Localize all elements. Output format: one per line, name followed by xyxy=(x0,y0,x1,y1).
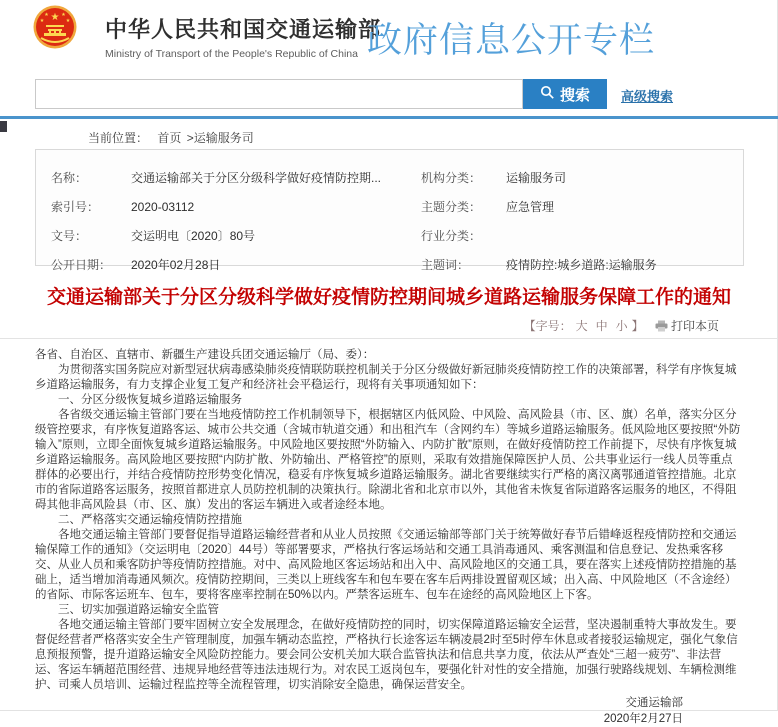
paragraph: 各省、自治区、直辖市、新疆生产建设兵团交通运输厅（局、委）： xyxy=(35,349,375,361)
meta-label: 主题分类： xyxy=(421,200,482,214)
meta-value: 2020年02月28日 xyxy=(131,258,221,272)
meta-label: 文号： xyxy=(51,229,88,243)
svg-text:★: ★ xyxy=(39,18,45,24)
ministry-branding xyxy=(105,13,381,60)
meta-label: 名称： xyxy=(51,171,88,185)
section-heading: 二、严格落实交通运输疫情防控措施 xyxy=(58,514,242,526)
signature-date: 2020年2月27日 xyxy=(603,713,683,725)
section-heading: 三、切实加强道路运输安全监管 xyxy=(58,604,219,616)
print-page-label: 打印本页 xyxy=(670,319,719,333)
meta-label: 索引号： xyxy=(51,200,100,214)
font-size-large-button[interactable]: 大 xyxy=(575,319,588,333)
breadcrumb-current-link[interactable]: 运输服务司 xyxy=(193,131,254,145)
font-size-small-button[interactable]: 小 xyxy=(615,319,628,333)
article-title: 交通运输部关于分区分级科学做好疫情防控期间城乡道路运输服务保障工作的通知 xyxy=(46,287,731,308)
document-meta-table xyxy=(35,149,744,272)
meta-label: 主题词： xyxy=(421,258,470,272)
meta-value: 2020-03112 xyxy=(131,199,195,214)
meta-value: 交通运输部关于分区分级科学做好疫情防控期... xyxy=(131,171,382,185)
svg-text:★: ★ xyxy=(61,12,66,18)
font-size-medium-button[interactable]: 中 xyxy=(595,319,608,333)
svg-text:★: ★ xyxy=(65,18,71,24)
page-title: 政府信息公开专栏 xyxy=(367,21,656,60)
ministry-name-en: Ministry of Transport of the People's Republic of China xyxy=(105,48,358,60)
meta-label: 机构分类： xyxy=(421,171,482,185)
meta-value: 运输服务司 xyxy=(506,171,567,185)
meta-value: 应急管理 xyxy=(506,200,555,214)
paragraph: 各省级交通运输主管部门要在当地疫情防控工作机制领导下，根据辖区内低风险、中风险、高风险县（市、区、旗）名单，落实分区分级管控要求，有序恢复道路客运、城市公共交通（含城市轨道交通）和出租汽车（含网约车）等城乡道路运输服务。低风险地区要按照“外防输入”原则，立即全面恢复城乡道路运输服务。中风险地区要按照“外防输入、内防扩散”原则，在做好疫情防控工作前提下，尽快有序恢复城乡道路运输服务。高风险地区要按照“内防扩散、外防输出、严格管控”的原则，采取有效措施保障医护人员、公共事业运行一线人员等重点群体的必要出行，并结合疫情防控形势变化情况，稳妥有序恢复城乡道路运输服务。湖北省要继续实行严格的离汉离鄂通道管控措施。北京市的省际道路客运服务，按照首都进京人员防控机制的决策执行。除湖北省和北京市以外，其他省未恢复省际道路客运服务的地区，不得阻碍其他非高风险县（市、区、旗）发出的客运车辆进入或者途经本地。 xyxy=(35,409,741,511)
section-heading: 一、分区分级恢复城乡道路运输服务 xyxy=(58,394,242,406)
advanced-search-link[interactable]: 高级搜索 xyxy=(621,89,674,104)
breadcrumb-label: 当前位置： xyxy=(88,131,149,145)
paragraph: 各地交通运输主管部门要牢固树立安全发展理念，在做好疫情防控的同时，切实保障道路运输安全运营，坚决遏制重特大事故发生。要督促经营者严格落实安全生产管理制度，加强车辆动态监控，严格执行长途客运车辆凌晨2时至5时停车休息或者接驳运输规定，强化气象信息预报预警，提升道路运输安全风险防控能力。要会同公安机关加大联合监管执法和信息共享力度，依法从严查处“三超一疲劳”、非法营运、客运车辆超范围经营、违规异地经营等违法违规行为。对农民工返岗包车，要强化针对性的安全措施，加强行驶路线规划、车辆检测维护、司乘人员培训、运输过程监控等全流程管理，切实消除安全隐患，确保运营安全。 xyxy=(35,619,738,691)
meta-value: 疫情防控:城乡道路:运输服务 xyxy=(506,258,657,272)
edge-marker xyxy=(0,121,7,132)
section-divider xyxy=(0,338,778,339)
breadcrumb-separator: > xyxy=(186,131,194,145)
header-divider xyxy=(0,116,778,119)
font-size-suffix: 】 xyxy=(631,319,644,333)
paragraph: 各地交通运输主管部门要督促指导道路运输经营者和从业人员按照《交通运输部等部门关于统筹做好春节后错峰返程疫情防控和交通运输保障工作的通知》（交运明电〔2020〕44号）等部署要求，严格执行客运场站和交通工具消毒通风、乘客测温和信息登记、发热乘客移交、从业人员和乘客防护等疫情防控措施。对中、高风险地区客运场站和出入中、高风险地区的交通工具，要在落实上述疫情防控措施的基础上，适当增加消毒通风频次。疫情防控期间，三类以上班线客车和包车要在客车后两排设置留观区域；出入高、中风险地区（不含途经）的省际、市际客运班车、包车，要将客座率控制在50%以内。严禁客运班车、包车在途经的高风险地区上下客。 xyxy=(35,529,737,601)
svg-text:★: ★ xyxy=(44,12,49,18)
svg-text:★: ★ xyxy=(50,12,60,23)
meta-label: 行业分类： xyxy=(421,229,482,243)
search-button-label: 搜索 xyxy=(559,86,590,104)
signature-block xyxy=(35,695,743,727)
breadcrumb xyxy=(88,129,254,146)
search-button[interactable] xyxy=(523,79,607,109)
breadcrumb-home-link[interactable]: 首页 xyxy=(157,131,182,145)
search-input[interactable] xyxy=(35,79,523,109)
font-size-prefix: 【字号： xyxy=(523,319,572,333)
printer-icon xyxy=(655,321,668,335)
ministry-name-cn: 中华人民共和国交通运输部 xyxy=(105,17,382,42)
meta-value: 交运明电〔2020〕80号 xyxy=(131,229,256,243)
national-emblem-icon xyxy=(33,5,77,49)
meta-label: 公开日期： xyxy=(51,258,112,272)
font-size-controls xyxy=(524,317,719,335)
print-page-button[interactable] xyxy=(655,319,719,333)
search-icon xyxy=(540,85,555,104)
article-body xyxy=(35,348,743,727)
signature-agency: 交通运输部 xyxy=(625,697,683,709)
paragraph: 为贯彻落实国务院应对新型冠状病毒感染肺炎疫情联防联控机制关于分区分级做好新冠肺炎疫情防控工作的决策部署，科学有序恢复城乡道路运输服务，有力支撑企业复工复产和经济社会平稳运行，现将有关事项通知如下： xyxy=(35,364,737,391)
